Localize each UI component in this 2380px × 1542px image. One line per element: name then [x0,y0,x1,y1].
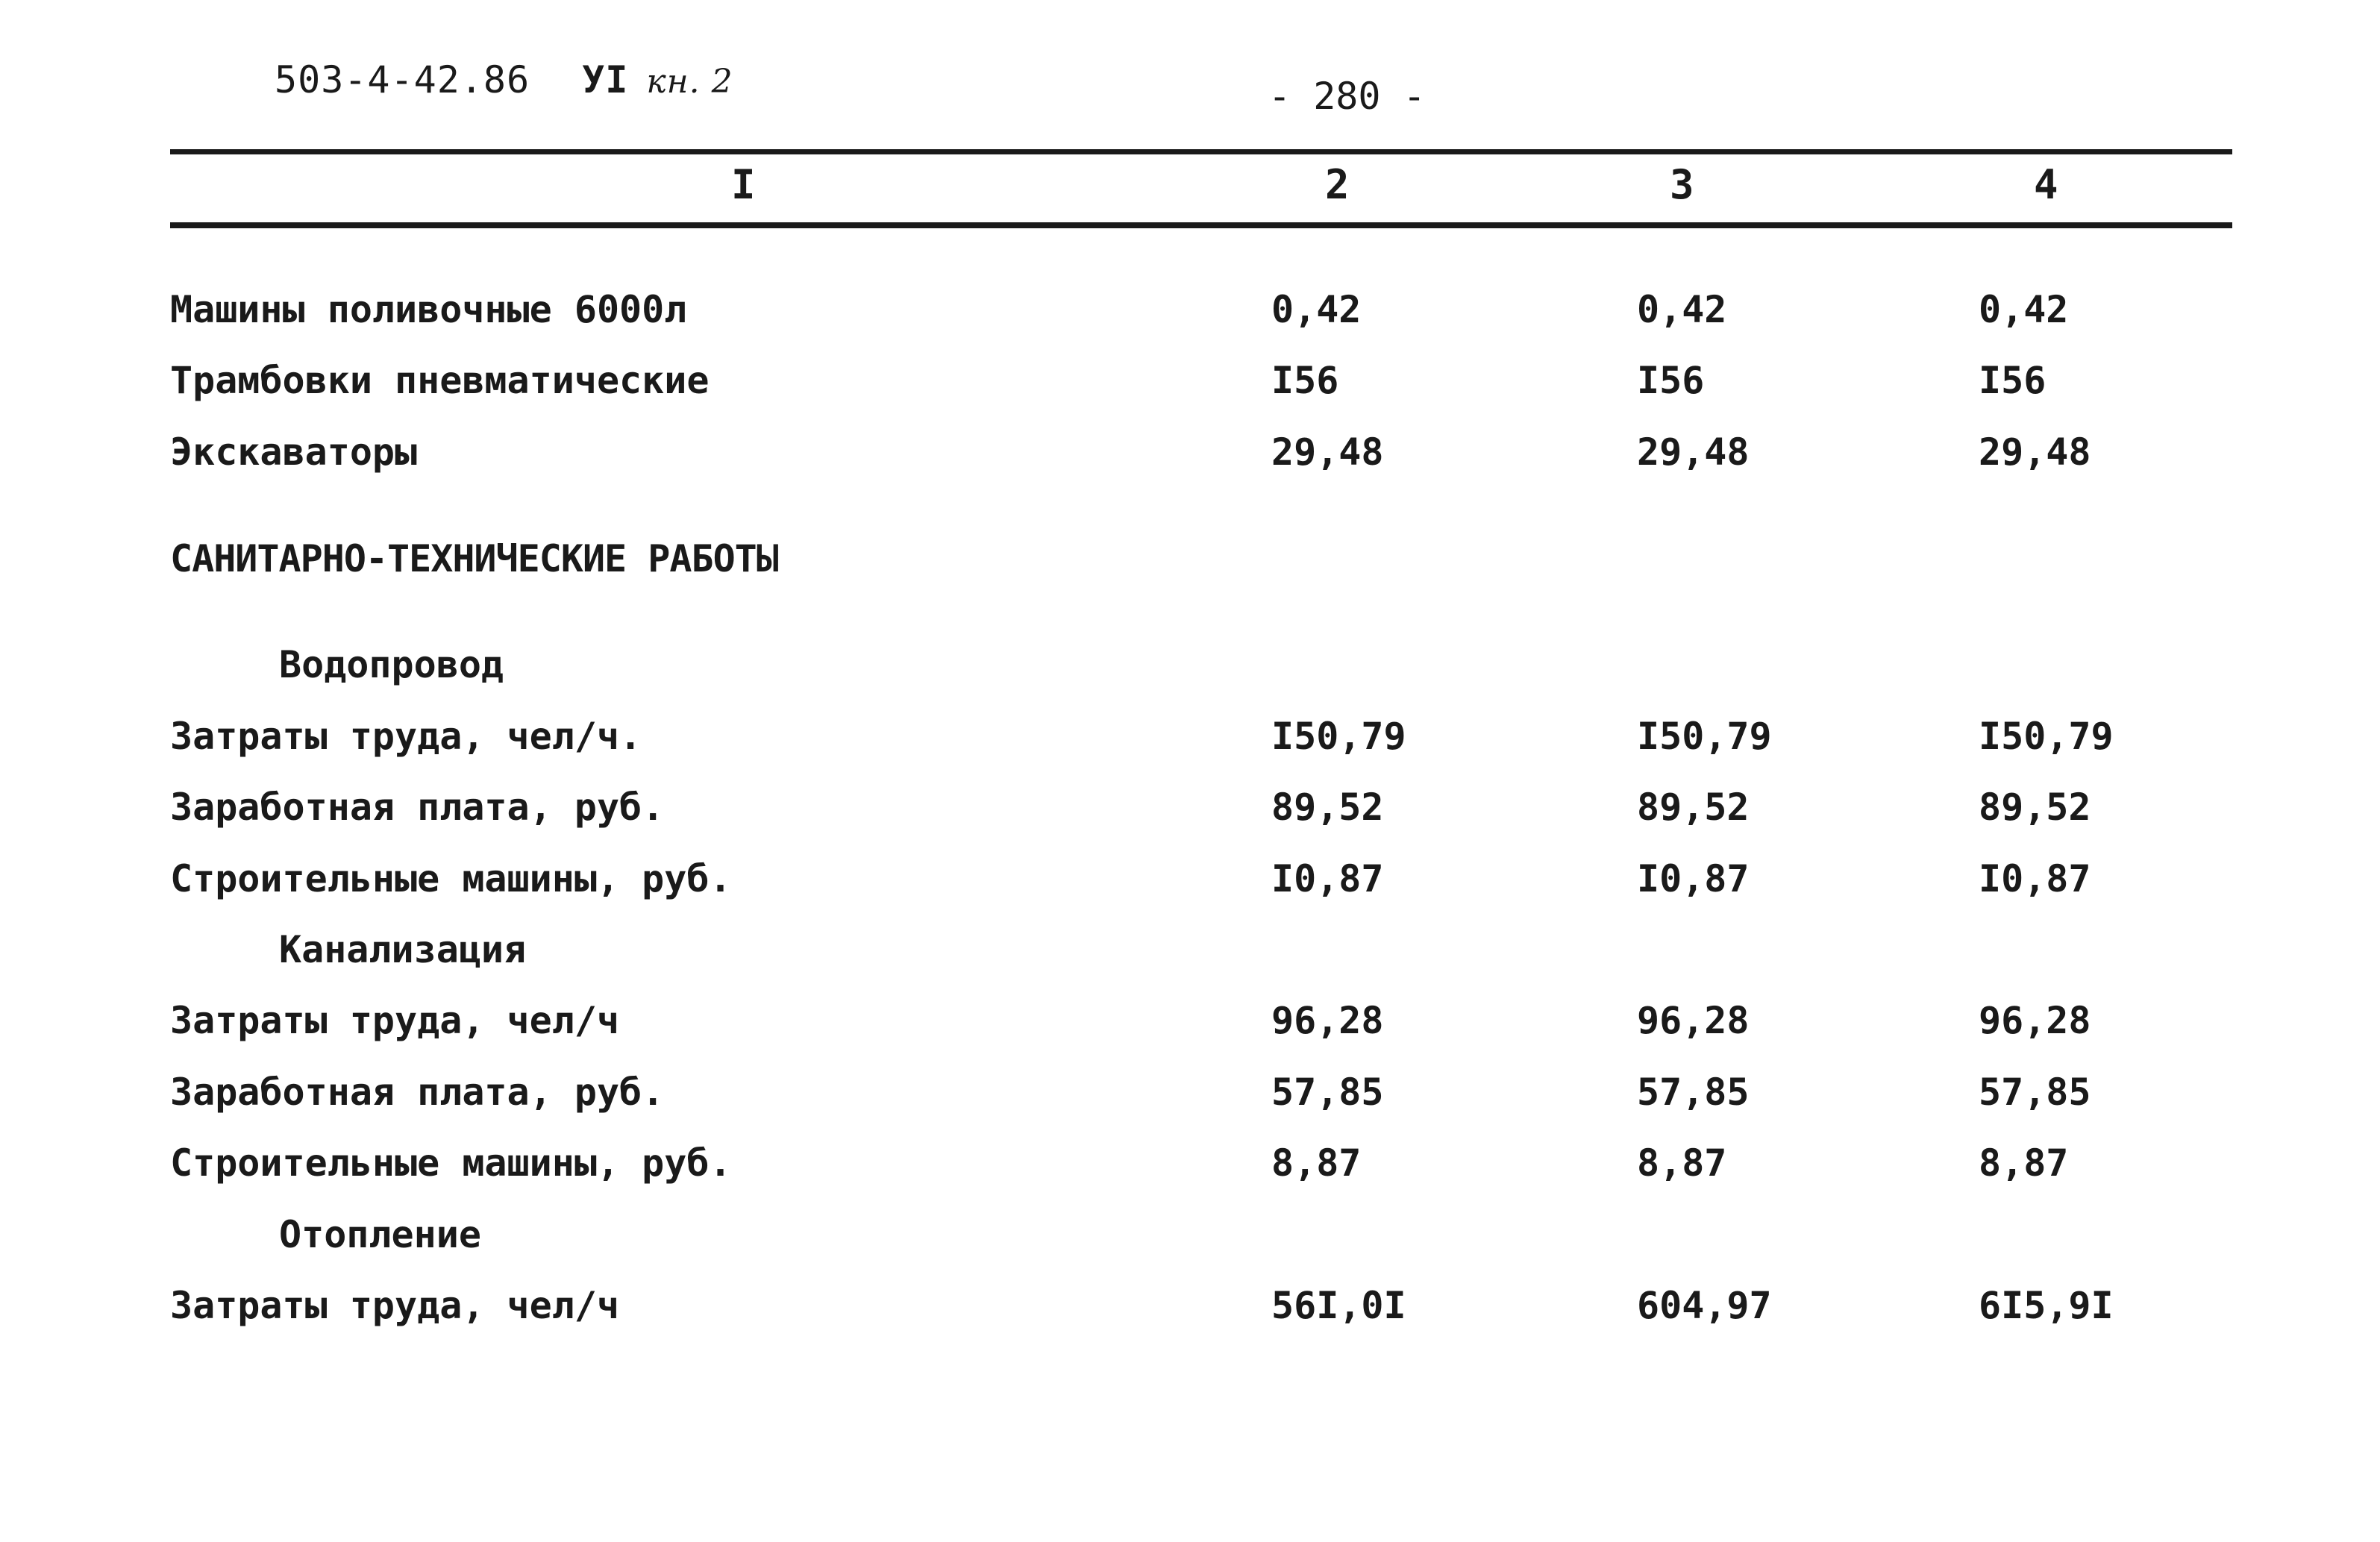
value-col-2: 8,87 [1271,1141,1362,1185]
value-col-2: 29,48 [1271,430,1384,474]
row-label: Затраты труда, чел/ч [170,999,620,1042]
value-col-3: 57,85 [1637,1071,1750,1114]
value-col-2: 0,42 [1271,288,1362,331]
table-row [0,1141,2380,1194]
table-row [0,359,2380,411]
subsection-title-heating: Отопление [279,1213,481,1256]
value-col-3: 29,48 [1637,430,1750,474]
value-col-2: I50,79 [1271,715,1406,758]
table-row [0,1284,2380,1336]
row-label: Заработная плата, руб. [170,786,665,829]
value-col-4: I0,87 [1979,857,2091,900]
table-row [0,999,2380,1051]
value-col-2: I56 [1271,359,1339,402]
row-label: Экскаваторы [170,430,418,474]
value-col-3: 8,87 [1637,1141,1727,1185]
row-label: Машины поливочные 6000л [170,288,687,331]
table-row [0,857,2380,909]
row-label: Затраты труда, чел/ч. [170,715,642,758]
column-header-1: I [731,161,756,208]
value-col-4: 6I5,9I [1979,1284,2114,1327]
value-col-3: 0,42 [1637,288,1727,331]
row-label: Строительные машины, руб. [170,1141,732,1185]
value-col-4: I50,79 [1979,715,2114,758]
table-top-rule [170,149,2232,154]
column-header-3: 3 [1670,161,1694,208]
value-col-2: 96,28 [1271,999,1384,1042]
document-number: 503-4-42.86 [275,58,530,101]
value-col-4: 89,52 [1979,786,2091,829]
document-code [275,58,733,101]
column-header-2: 2 [1325,161,1350,208]
page-number: - 280 - [1268,75,1426,118]
volume-number: УI [582,58,629,101]
book-note: кн. 2 [646,63,733,101]
column-header-4: 4 [2034,161,2058,208]
value-col-4: 96,28 [1979,999,2091,1042]
value-col-3: 96,28 [1637,999,1750,1042]
value-col-3: I56 [1637,359,1705,402]
value-col-4: 57,85 [1979,1071,2091,1114]
value-col-3: 604,97 [1637,1284,1772,1327]
value-col-2: 56I,0I [1271,1284,1406,1327]
value-col-4: 8,87 [1979,1141,2069,1185]
subsection-title-sewer: Канализация [279,928,527,971]
value-col-3: I50,79 [1637,715,1772,758]
table-row [0,786,2380,838]
value-col-2: I0,87 [1271,857,1384,900]
table-row [0,1071,2380,1123]
table-row [0,430,2380,483]
value-col-4: 29,48 [1979,430,2091,474]
row-label: Заработная плата, руб. [170,1071,665,1114]
table-header-rule [170,222,2232,228]
value-col-3: I0,87 [1637,857,1750,900]
value-col-3: 89,52 [1637,786,1750,829]
section-title: САНИТАРНО-ТЕХНИЧЕСКИЕ РАБОТЫ [170,537,778,580]
row-label: Трамбовки пневматические [170,359,710,402]
value-col-4: I56 [1979,359,2047,402]
subsection-title-water: Водопровод [279,643,504,686]
table-row [0,715,2380,767]
table-row [0,288,2380,340]
row-label: Затраты труда, чел/ч [170,1284,620,1327]
value-col-2: 89,52 [1271,786,1384,829]
row-label: Строительные машины, руб. [170,857,732,900]
value-col-2: 57,85 [1271,1071,1384,1114]
value-col-4: 0,42 [1979,288,2069,331]
